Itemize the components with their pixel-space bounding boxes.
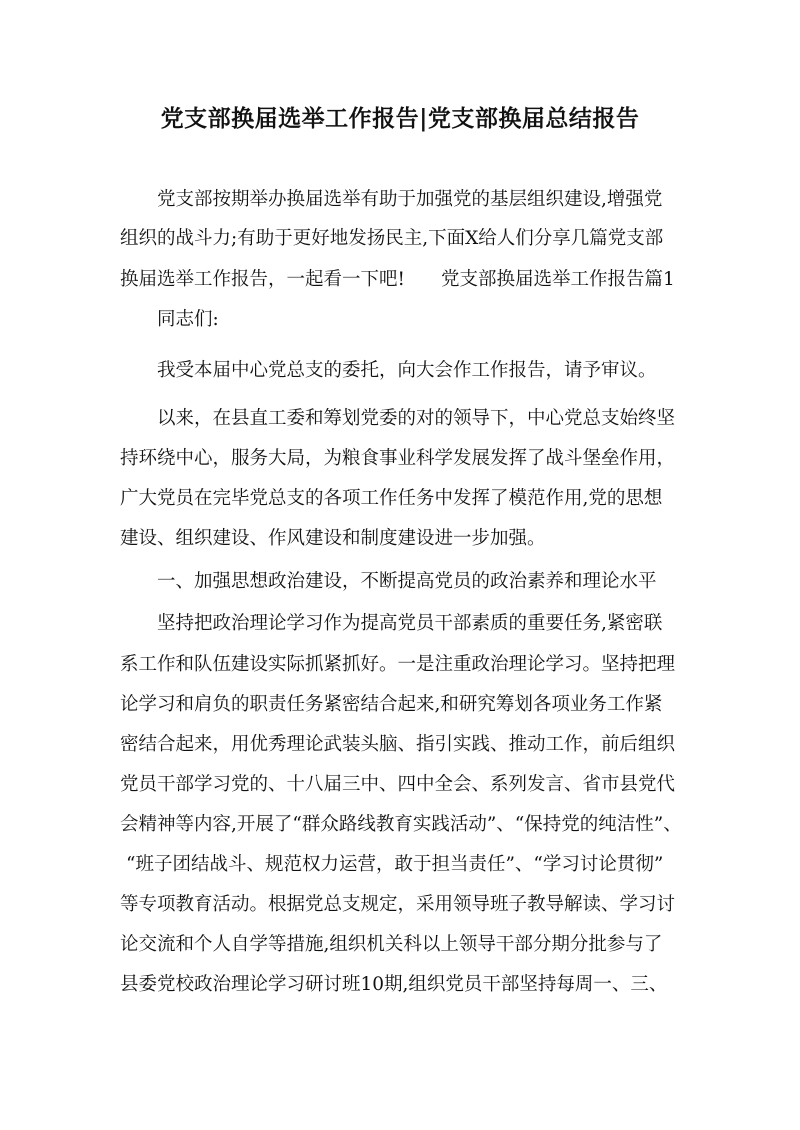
paragraph-line: 持环绕中心，服务大局，为粮食事业科学发展发挥了战斗堡垒作用， [120,448,676,469]
paragraph-line [120,265,675,295]
paragraph-line: 广大党员在完毕党总支的各项工作任务中发挥了模范作用,党的思想 [120,488,663,509]
salutation: 同志们: [157,309,219,330]
paragraph-line: “班子团结战斗、规范权力运营，敢于担当责任”、“学习讨论贯彻” [126,854,664,875]
paragraph-line: 会精神等内容,开展了“群众路线教育实践活动”、“保持党的纯洁性”、 [120,814,682,835]
paragraph-line: 组织的战斗力;有助于更好地发扬民主,下面X给人们分享几篇党支部 [120,228,664,249]
paragraph-line: 论学习和肩负的职责任务紧密结合起来,和研究筹划各项业务工作紧 [120,694,663,715]
paragraph-line: 建设、组织建设、作风建设和制度建设进一步加强。 [120,528,546,549]
paragraph-line: 系工作和队伍建设实际抓紧抓好。一是注重政治理论学习。坚持把理 [120,654,676,675]
document-title: 党支部换届选举工作报告|党支部换届总结报告 [160,105,640,132]
paragraph-line: 县委党校政治理论学习研讨班10期,组织党员干部坚持每周一、三、 [120,974,668,995]
paragraph-line: 党支部按期举办换届选举有助于加强党的基层组织建设,增强党 [157,189,663,210]
paragraph-text: 换届选举工作报告，一起看一下吧! [120,269,405,290]
section-heading: 一、加强思想政治建设，不断提高党员的政治素养和理论水平 [157,571,657,592]
section-heading: 党支部换届选举工作报告篇1 [440,269,675,290]
paragraph-line: 坚持把政治理论学习作为提高党员干部素质的重要任务,紧密联 [157,613,663,634]
paragraph-line: 我受本届中心党总支的委托，向大会作工作报告，请予审议。 [157,360,657,381]
paragraph-line: 党员干部学习党的、十八届三中、四中全会、系列发言、省市县党代 [120,774,676,795]
paragraph-line: 以来，在县直工委和筹划党委的对的领导下，中心党总支始终坚 [157,408,676,429]
paragraph-line: 密结合起来，用优秀理论武装头脑、指引实践、推动工作，前后组织 [120,734,676,755]
paragraph-line: 等专项教育活动。根据党总支规定，采用领导班子教导解读、学习讨 [120,894,676,915]
paragraph-line: 论交流和个人自学等措施,组织机关科以上领导干部分期分批参与了 [120,934,663,955]
